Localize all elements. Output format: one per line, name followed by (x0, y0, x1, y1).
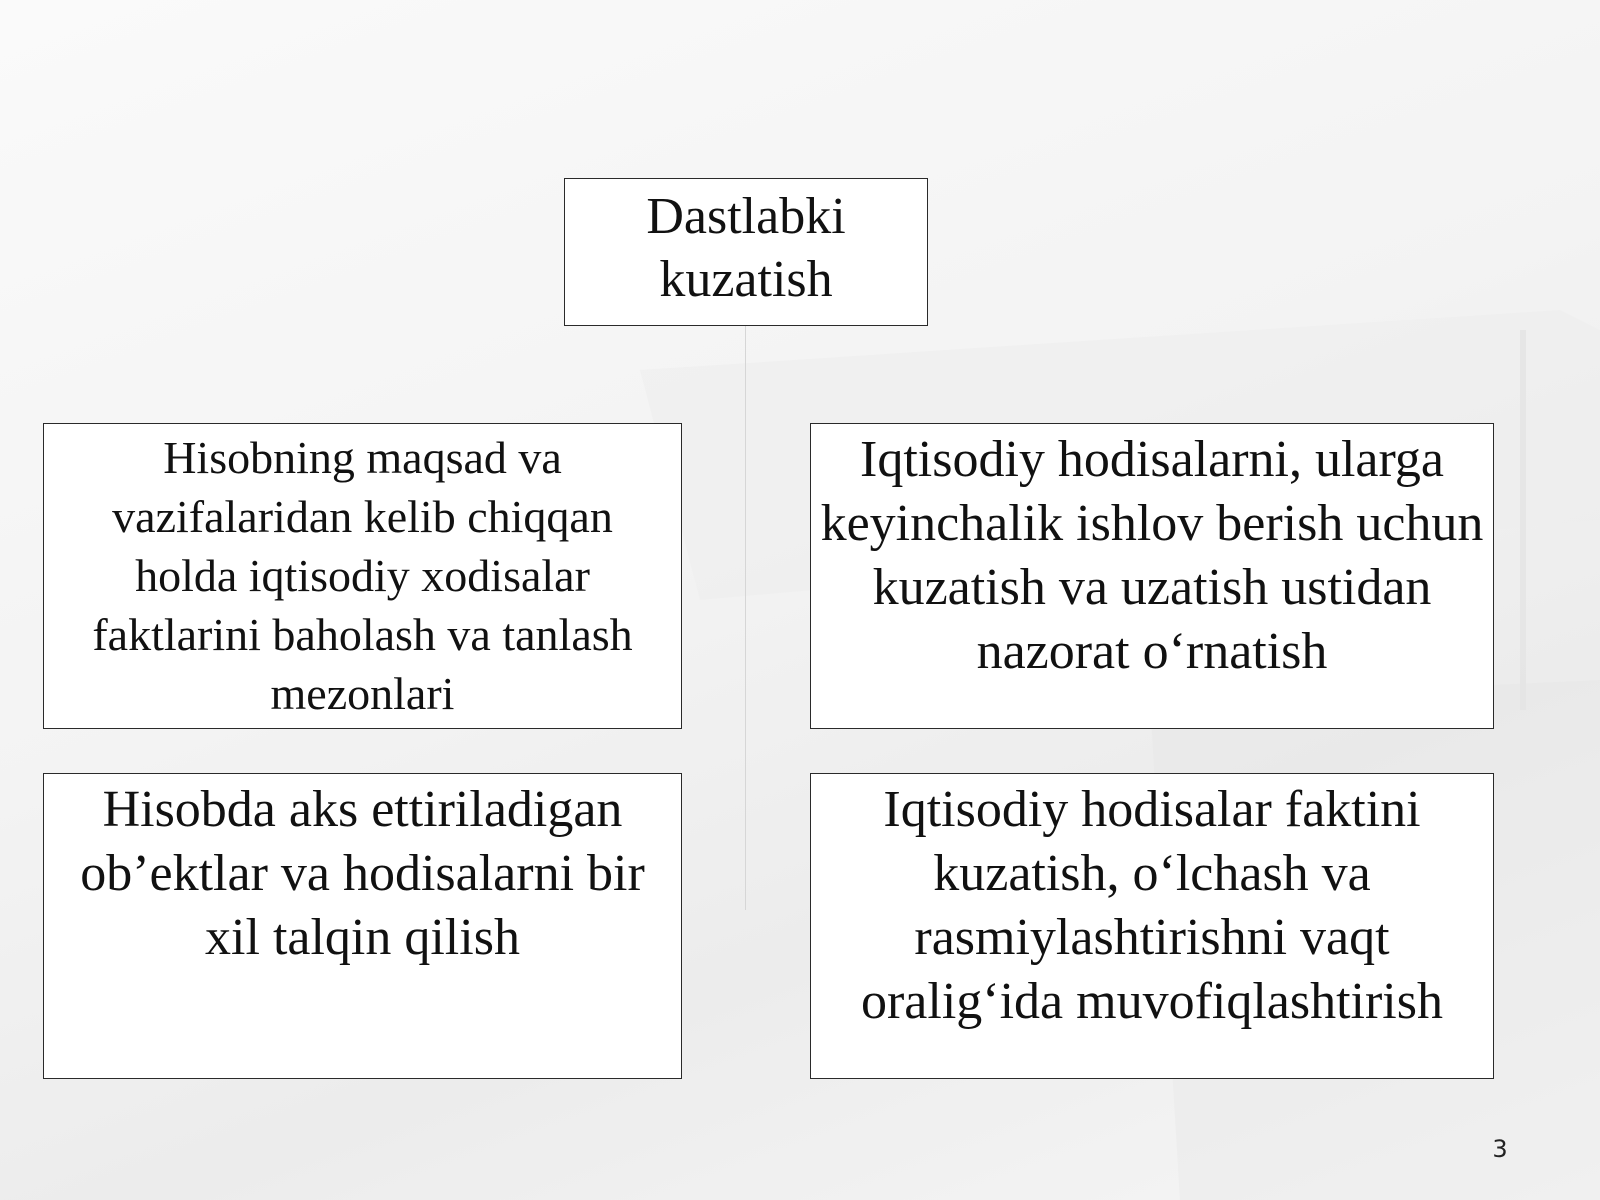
node-coordination (810, 773, 1494, 1079)
page-number: 3 (1492, 1135, 1508, 1163)
root-node (564, 178, 928, 326)
node-criteria-label: Hisobning maqsad va vazifalaridan kelib chiqqan holda iqtisodiy xodisalar faktlarini baholash va tanlash mezonlari (92, 432, 633, 719)
node-control (810, 423, 1494, 729)
node-coordination-label: Iqtisodiy hodisalar faktini kuzatish, o‘lchash va rasmiylashtirishni vaqt oralig‘ida muvofiqlashtirish (860, 781, 1443, 1030)
node-criteria (43, 423, 682, 729)
node-control-label: Iqtisodiy hodisalarni, ularga keyinchalik ishlov berish uchun kuzatish va uzatish ustidan nazorat o‘rnatish (820, 431, 1484, 680)
node-interpretation (43, 773, 682, 1079)
node-interpretation-label: Hisobda aks ettiriladigan ob’ektlar va hodisalarni bir xil talqin qilish (80, 781, 645, 966)
root-node-label: Dastlabki kuzatish (646, 188, 846, 308)
connector-line (745, 326, 746, 910)
